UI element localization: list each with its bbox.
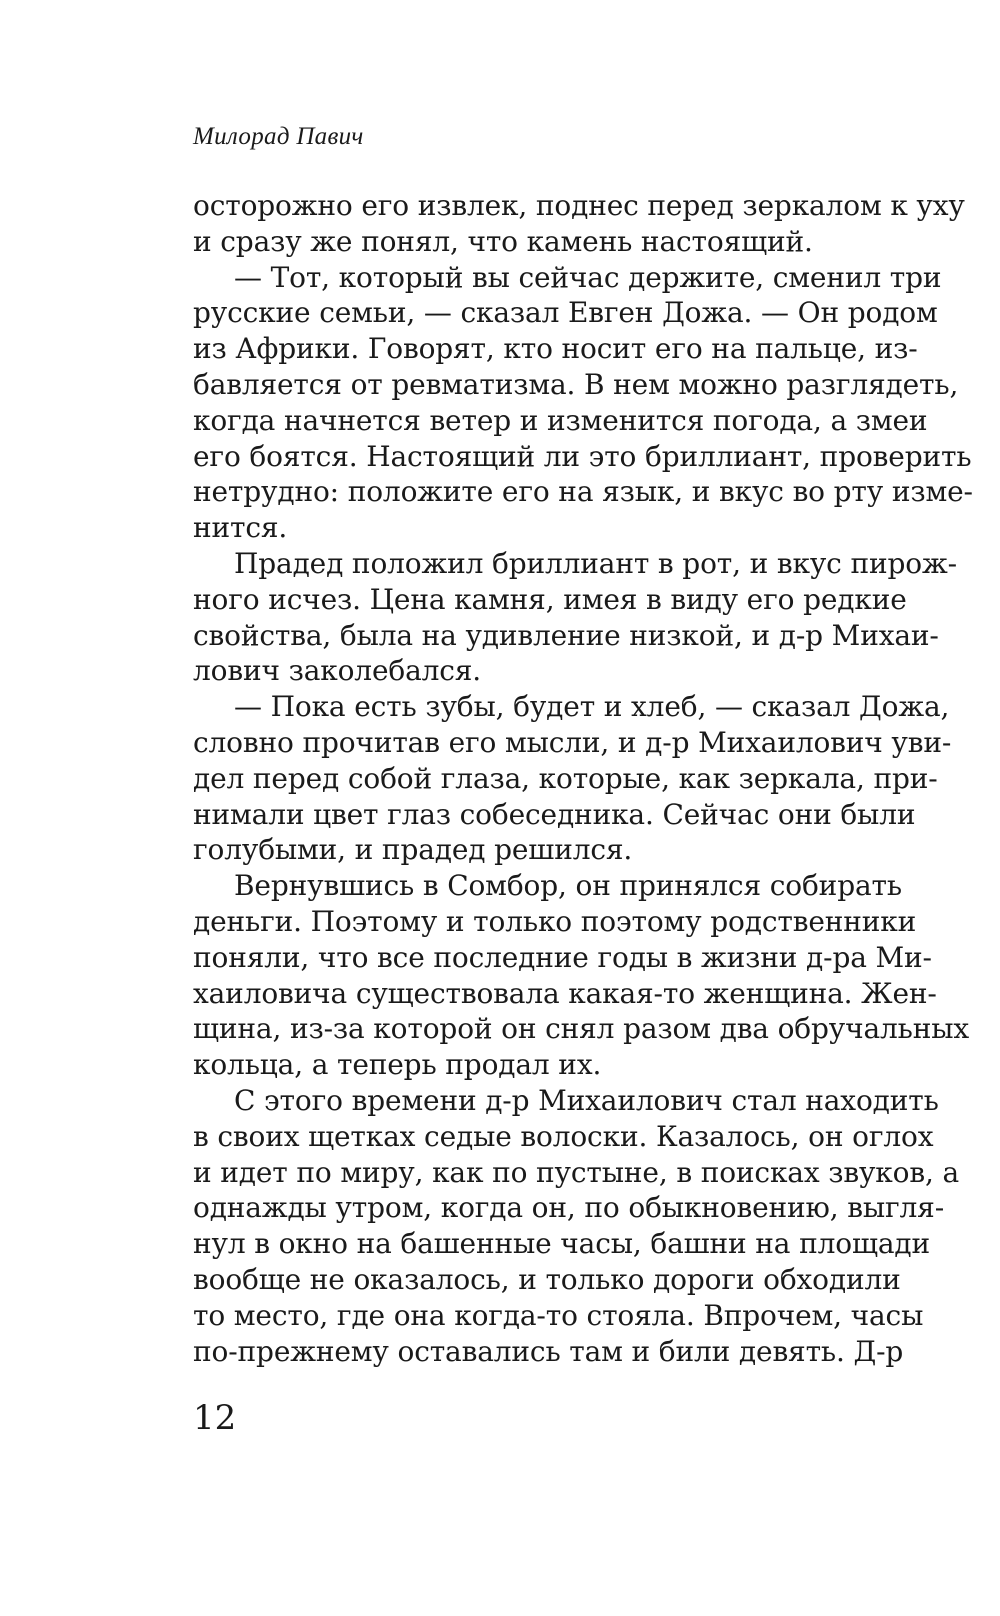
text-line: ного исчез. Цена камня, имея в виду его редкие bbox=[193, 582, 907, 616]
text-line: бавляется от ревматизма. В нем можно разглядеть, bbox=[193, 367, 959, 401]
text-line: когда начнется ветер и изменится погода, а змеи bbox=[193, 403, 928, 437]
text-line: нетрудно: положите его на язык, и вкус во рту изме- bbox=[193, 475, 973, 509]
text-line: С этого времени д-р Михаилович стал находить bbox=[234, 1083, 939, 1117]
text-line: нимали цвет глаз собеседника. Сейчас они были bbox=[193, 797, 916, 831]
text-line: словно прочитав его мысли, и д-р Михаилович уви- bbox=[193, 725, 952, 759]
text-line: дел перед собой глаза, которые, как зеркала, при- bbox=[193, 761, 938, 795]
text-line: свойства, была на удивление низкой, и д-р Михаи- bbox=[193, 618, 939, 652]
running-header-author: Милорад Павич bbox=[193, 123, 364, 150]
text-line: и идет по миру, как по пустыне, в поисках звуков, а bbox=[193, 1155, 960, 1189]
text-line: кольца, а теперь продал их. bbox=[193, 1048, 602, 1082]
text-line: Прадед положил бриллиант в рот, и вкус пирож- bbox=[234, 546, 957, 580]
text-line: поняли, что все последние годы в жизни д-ра Ми- bbox=[193, 940, 932, 974]
page-number: 12 bbox=[193, 1398, 237, 1438]
text-line: деньги. Поэтому и только поэтому родственники bbox=[193, 904, 917, 938]
text-line: и сразу же понял, что камень настоящий. bbox=[193, 224, 813, 258]
text-line: однажды утром, когда он, по обыкновению, выгля- bbox=[193, 1191, 945, 1225]
text-line: лович заколебался. bbox=[193, 654, 482, 688]
text-line: вообще не оказалось, и только дороги обходили bbox=[193, 1262, 901, 1296]
text-line: русские семьи, — сказал Евген Дожа. — Он родом bbox=[193, 296, 938, 330]
text-line: хаиловича существовала какая-то женщина. Жен- bbox=[193, 976, 937, 1010]
text-line: в своих щетках седые волоски. Казалось, он оглох bbox=[193, 1119, 934, 1153]
text-line: — Пока есть зубы, будет и хлеб, — сказал Дожа, bbox=[234, 690, 950, 724]
text-line: голубыми, и прадед решился. bbox=[193, 833, 633, 867]
text-line: его боятся. Настоящий ли это бриллиант, проверить bbox=[193, 439, 972, 473]
text-line: щина, из-за которой он снял разом два обручальных bbox=[193, 1012, 970, 1046]
text-line: из Африки. Говорят, кто носит его на пальце, из- bbox=[193, 332, 918, 366]
text-line: нится. bbox=[193, 511, 288, 545]
text-line: то место, где она когда-то стояла. Впрочем, часы bbox=[193, 1298, 924, 1332]
text-line: осторожно его извлек, поднес перед зеркалом к уху bbox=[193, 189, 965, 222]
text-line: нул в окно на башенные часы, башни на площади bbox=[193, 1227, 930, 1261]
text-line: Вернувшись в Сомбор, он принялся собирать bbox=[234, 869, 902, 903]
text-line: — Тот, который вы сейчас держите, сменил три bbox=[234, 260, 942, 294]
body-text bbox=[193, 188, 973, 1369]
text-line: по-прежнему оставались там и били девять. Д-р bbox=[193, 1334, 904, 1368]
